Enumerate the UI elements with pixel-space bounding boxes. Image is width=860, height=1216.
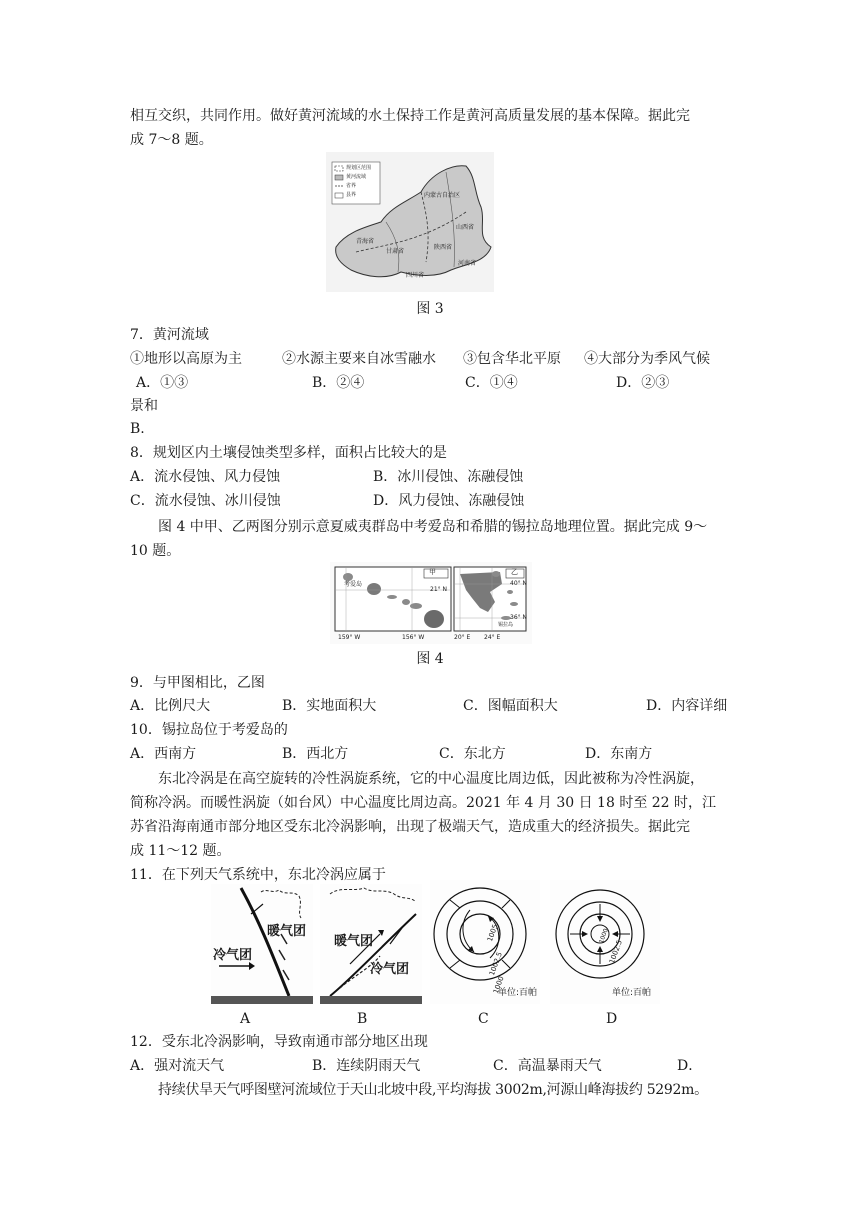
q7-item-3: ③包含华北平原 xyxy=(463,351,561,367)
map-label-henan: 河南省 xyxy=(458,260,477,267)
q11-b-warm-air: 暖气团 xyxy=(334,934,374,949)
q11-b-cold-air: 冷气团 xyxy=(370,962,410,977)
fig3-caption: 图 3 xyxy=(416,301,444,317)
fig4-jia-lat: 21° N xyxy=(430,586,448,593)
q11-c-iso-1002: 1002.5 xyxy=(488,950,504,977)
intro2-line-2: 10 题。 xyxy=(130,543,181,559)
q7-stray-1: 景和 xyxy=(130,398,158,414)
fig4-yi-lon2: 24° E xyxy=(484,634,501,641)
map-label-shanxi: 山西省 xyxy=(456,224,475,231)
fig4-jia-lon2: 156° W xyxy=(402,634,425,641)
q11-panel-a-cold-front xyxy=(211,884,313,1004)
q9-option-b[interactable]: B．实地面积大 xyxy=(282,698,377,714)
intro3-line-1: 东北冷涡是在高空旋转的冷性涡旋系统，它的中心温度比周边低，因此被称为冷性涡旋， xyxy=(158,771,704,787)
q12-option-c[interactable]: C．高温暴雨天气 xyxy=(493,1058,602,1074)
q8-option-a[interactable]: A．流水侵蚀、风力侵蚀 xyxy=(130,469,281,485)
fig4-jia-lon1: 159° W xyxy=(338,634,361,641)
q10-option-c[interactable]: C．东北方 xyxy=(439,746,506,762)
tail-line: 持续伏旱天气呼图壁河流域位于天山北坡中段,平均海拔 3002m,河源山峰海拔约 5292m。 xyxy=(158,1082,708,1098)
fig4-caption: 图 4 xyxy=(416,651,444,667)
fig4-jia-island: 考爱岛 xyxy=(344,581,363,588)
legend-1: 规划区范围 xyxy=(346,165,372,171)
q9-option-c[interactable]: C．图幅面积大 xyxy=(463,698,558,714)
q9-option-a[interactable]: A．比例尺大 xyxy=(130,698,211,714)
q7-item-1: ①地形以高原为主 xyxy=(130,351,242,367)
intro3-line-3: 苏省沿海南通市部分地区受东北冷涡影响，出现了极端天气，造成重大的经济损失。据此完 xyxy=(130,819,690,835)
q12-option-b[interactable]: B．连续阴雨天气 xyxy=(312,1058,421,1074)
q7-option-d[interactable]: D．②③ xyxy=(616,375,670,391)
intro3-line-4: 成 11～12 题。 xyxy=(130,843,231,859)
q11-panel-d-pressure xyxy=(550,880,660,1004)
q11-a-warm-air: 暖气团 xyxy=(267,924,307,939)
intro-line-2: 成 7～8 题。 xyxy=(130,132,213,148)
q7-option-a[interactable]: A．①③ xyxy=(136,375,189,391)
q10-option-b[interactable]: B．西北方 xyxy=(282,746,349,762)
q10-stem: 10．锡拉岛位于考爱岛的 xyxy=(130,722,288,738)
q12-stem: 12．受东北冷涡影响，导致南通市部分地区出现 xyxy=(130,1034,428,1050)
q11-panel-c-pressure xyxy=(430,880,540,1004)
legend-3: 省界 xyxy=(346,183,357,189)
legend-2: 黄河流域 xyxy=(346,174,367,180)
q11-c-iso-1005: 1005 xyxy=(486,923,500,943)
q7-stem: 7．黄河流域 xyxy=(130,327,209,343)
q10-option-a[interactable]: A．西南方 xyxy=(130,746,197,762)
q7-item-2: ②水源主要来自冰雪融水 xyxy=(282,351,436,367)
map-label-qinghai: 青海省 xyxy=(356,238,375,245)
fig4-yi-lat2: 36° N xyxy=(510,614,528,621)
q8-stem: 8．规划区内土壤侵蚀类型多样，面积占比较大的是 xyxy=(130,445,447,461)
fig4-yi-lat1: 40° N xyxy=(510,580,528,587)
q7-option-b[interactable]: B．②④ xyxy=(312,375,365,391)
q11-c-iso-1000: 1000 xyxy=(492,975,506,995)
q7-stray-2: B. xyxy=(130,421,145,437)
q11-label-d[interactable]: D xyxy=(606,1011,618,1027)
q11-a-cold-air: 冷气团 xyxy=(213,948,253,963)
yellow-river-map xyxy=(326,152,494,292)
q7-item-4: ④大部分为季风气候 xyxy=(584,351,710,367)
q7-option-c[interactable]: C．①④ xyxy=(465,375,518,391)
q12-option-a[interactable]: A．强对流天气 xyxy=(130,1058,225,1074)
q11-c-unit: 单位:百帕 xyxy=(498,988,538,998)
q11-stem: 11．在下列天气系统中，东北冷涡应属于 xyxy=(130,867,386,883)
map-label-shaanxi: 陕西省 xyxy=(434,244,453,251)
fig4-maps xyxy=(330,562,532,644)
intro-line-1: 相互交织，共同作用。做好黄河流域的水土保持工作是黄河高质量发展的基本保障。据此完 xyxy=(130,108,690,124)
intro2-line-1: 图 4 中甲、乙两图分别示意夏威夷群岛中考爱岛和希腊的锡拉岛地理位置。据此完成 9～ xyxy=(158,519,708,535)
q11-panel-b-warm-front xyxy=(320,884,422,1004)
map-label-neimenggu: 内蒙古自治区 xyxy=(424,192,461,199)
fig4-yi-tag: 乙 xyxy=(511,568,518,576)
q11-d-unit: 单位:百帕 xyxy=(612,988,652,998)
q11-d-iso-1002: 1002.5 xyxy=(608,938,624,965)
q11-label-b[interactable]: B xyxy=(357,1011,368,1027)
q8-option-b[interactable]: B．冰川侵蚀、冻融侵蚀 xyxy=(373,469,524,485)
intro3-line-2: 简称冷涡。而暖性涡旋（如台风）中心温度比周边高。2021 年 4 月 30 日 18 时至 22 时，江 xyxy=(130,795,717,811)
q9-stem: 9．与甲图相比，乙图 xyxy=(130,675,265,691)
q8-option-c[interactable]: C．流水侵蚀、冰川侵蚀 xyxy=(130,493,281,509)
q11-d-iso-1000: 1000 xyxy=(598,927,610,945)
q12-option-d[interactable]: D． xyxy=(677,1058,703,1074)
q11-label-a[interactable]: A xyxy=(240,1011,251,1027)
legend-4: 县界 xyxy=(346,192,357,198)
map-label-gansu: 甘肃省 xyxy=(386,248,405,255)
fig4-jia-tag: 甲 xyxy=(429,568,436,576)
fig4-yi-island: 锡拉岛 xyxy=(498,622,514,628)
fig4-yi-lon1: 20° E xyxy=(454,634,471,641)
q8-option-d[interactable]: D．风力侵蚀、冻融侵蚀 xyxy=(373,493,525,509)
q11-label-c[interactable]: C xyxy=(478,1011,489,1027)
q10-option-d[interactable]: D．东南方 xyxy=(585,746,653,762)
map-label-sichuan: 四川省 xyxy=(406,272,425,279)
q9-option-d[interactable]: D．内容详细 xyxy=(646,698,728,714)
